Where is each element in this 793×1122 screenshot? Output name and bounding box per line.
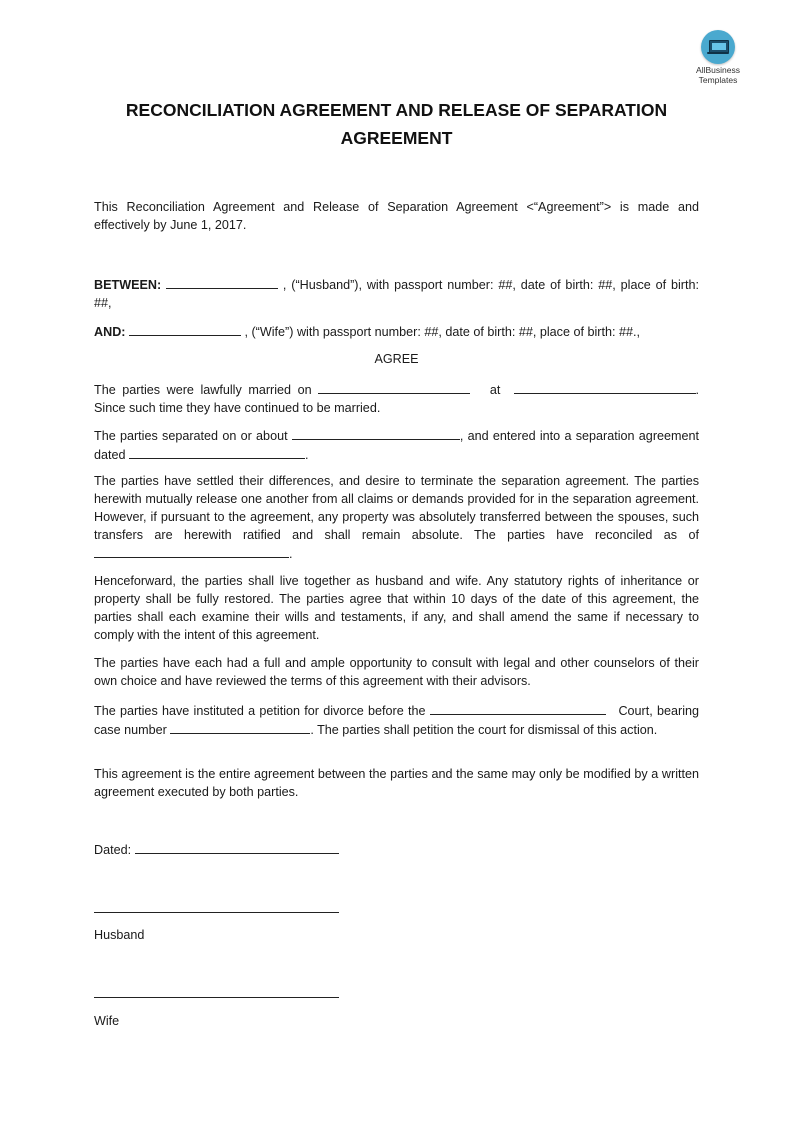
brand-logo [686, 30, 750, 85]
court-name-blank[interactable] [430, 701, 606, 715]
separated-text-b: , and entered into a separation agreement dated [94, 429, 700, 462]
husband-label: Husband [94, 928, 145, 942]
between-clause [94, 275, 699, 312]
marriage-date-blank[interactable] [318, 380, 470, 394]
married-text-b: at [489, 383, 501, 397]
and-text: , (“Wife”) with passport number: ##, date of birth: ##, place of birth: ##., [244, 325, 640, 339]
petition-text-c: . The parties shall petition the court for dismissal of this action. [310, 723, 658, 737]
settled-text-a: The parties have settled their differences, and desire to terminate the separation agreement. The parties herewith mutually release one another from all claims or demands provided for in the separation agreement. However, if pursuant to the agreement, any property was absolutely transferred between the spouses, such transfers are herewith ratified and shall remain absolute. The parties have reconciled as of [94, 474, 699, 542]
reconciled-date-blank[interactable] [94, 544, 289, 558]
petition-text-b: Court, bearing case number [94, 704, 699, 737]
agree-heading: AGREE [374, 352, 419, 366]
intro-paragraph: This Reconciliation Agreement and Release of Separation Agreement <“Agreement”> is made and effectively by June 1, 2017. [94, 200, 699, 232]
laptop-icon [701, 30, 735, 64]
dated-blank[interactable] [135, 840, 339, 854]
husband-signature-line[interactable] [94, 912, 339, 913]
and-label: AND: [94, 325, 126, 339]
wife-name-blank[interactable] [129, 322, 241, 336]
settled-paragraph [94, 472, 699, 563]
separated-text-c: . [305, 448, 309, 462]
husband-name-blank[interactable] [166, 275, 278, 289]
consult-paragraph: The parties have each had a full and ample opportunity to consult with legal and other counselors of their own choice and have reviewed the terms of this agreement with their advisors. [94, 656, 699, 688]
and-clause [94, 322, 699, 341]
case-number-blank[interactable] [170, 720, 310, 734]
agreement-date-blank[interactable] [129, 445, 305, 459]
separated-text-a: The parties separated on or about [94, 429, 288, 443]
wife-signature-line[interactable] [94, 997, 339, 998]
wife-label: Wife [94, 1014, 120, 1028]
logo-line1: AllBusiness [696, 65, 740, 75]
between-text: , (“Husband”), with passport number: ##, date of birth: ##, place of birth: ##, [94, 278, 700, 310]
dated-label: Dated: [94, 843, 132, 857]
henceforward-paragraph: Henceforward, the parties shall live together as husband and wife. Any statutory rights of inheritance or property shall be fully restored. The parties agree that within 10 days of the date of this agreement, the parties shall each examine their wills and testaments, if any, and shall amend the same if necessary to comply with the intent of this agreement. [94, 574, 699, 642]
married-text-a: The parties were lawfully married on [94, 383, 312, 397]
petition-paragraph [94, 701, 699, 739]
separated-paragraph [94, 426, 699, 464]
logo-line2: Templates [698, 75, 738, 85]
separation-date-blank[interactable] [292, 426, 460, 440]
document-title: RECONCILIATION AGREEMENT AND RELEASE OF SEPARATION AGREEMENT [125, 100, 668, 148]
logo-text [686, 65, 750, 85]
marriage-place-blank[interactable] [514, 380, 696, 394]
between-label: BETWEEN: [94, 278, 162, 292]
petition-text-a: The parties have instituted a petition for divorce before the [94, 704, 426, 718]
married-paragraph [94, 380, 699, 417]
settled-text-b: . [289, 547, 293, 561]
entire-agreement-paragraph: This agreement is the entire agreement between the parties and the same may only be modified by a written agreement executed by both parties. [94, 767, 699, 799]
married-text-c: . Since such time they have continued to be married. [94, 383, 700, 415]
dated-line [94, 840, 699, 859]
